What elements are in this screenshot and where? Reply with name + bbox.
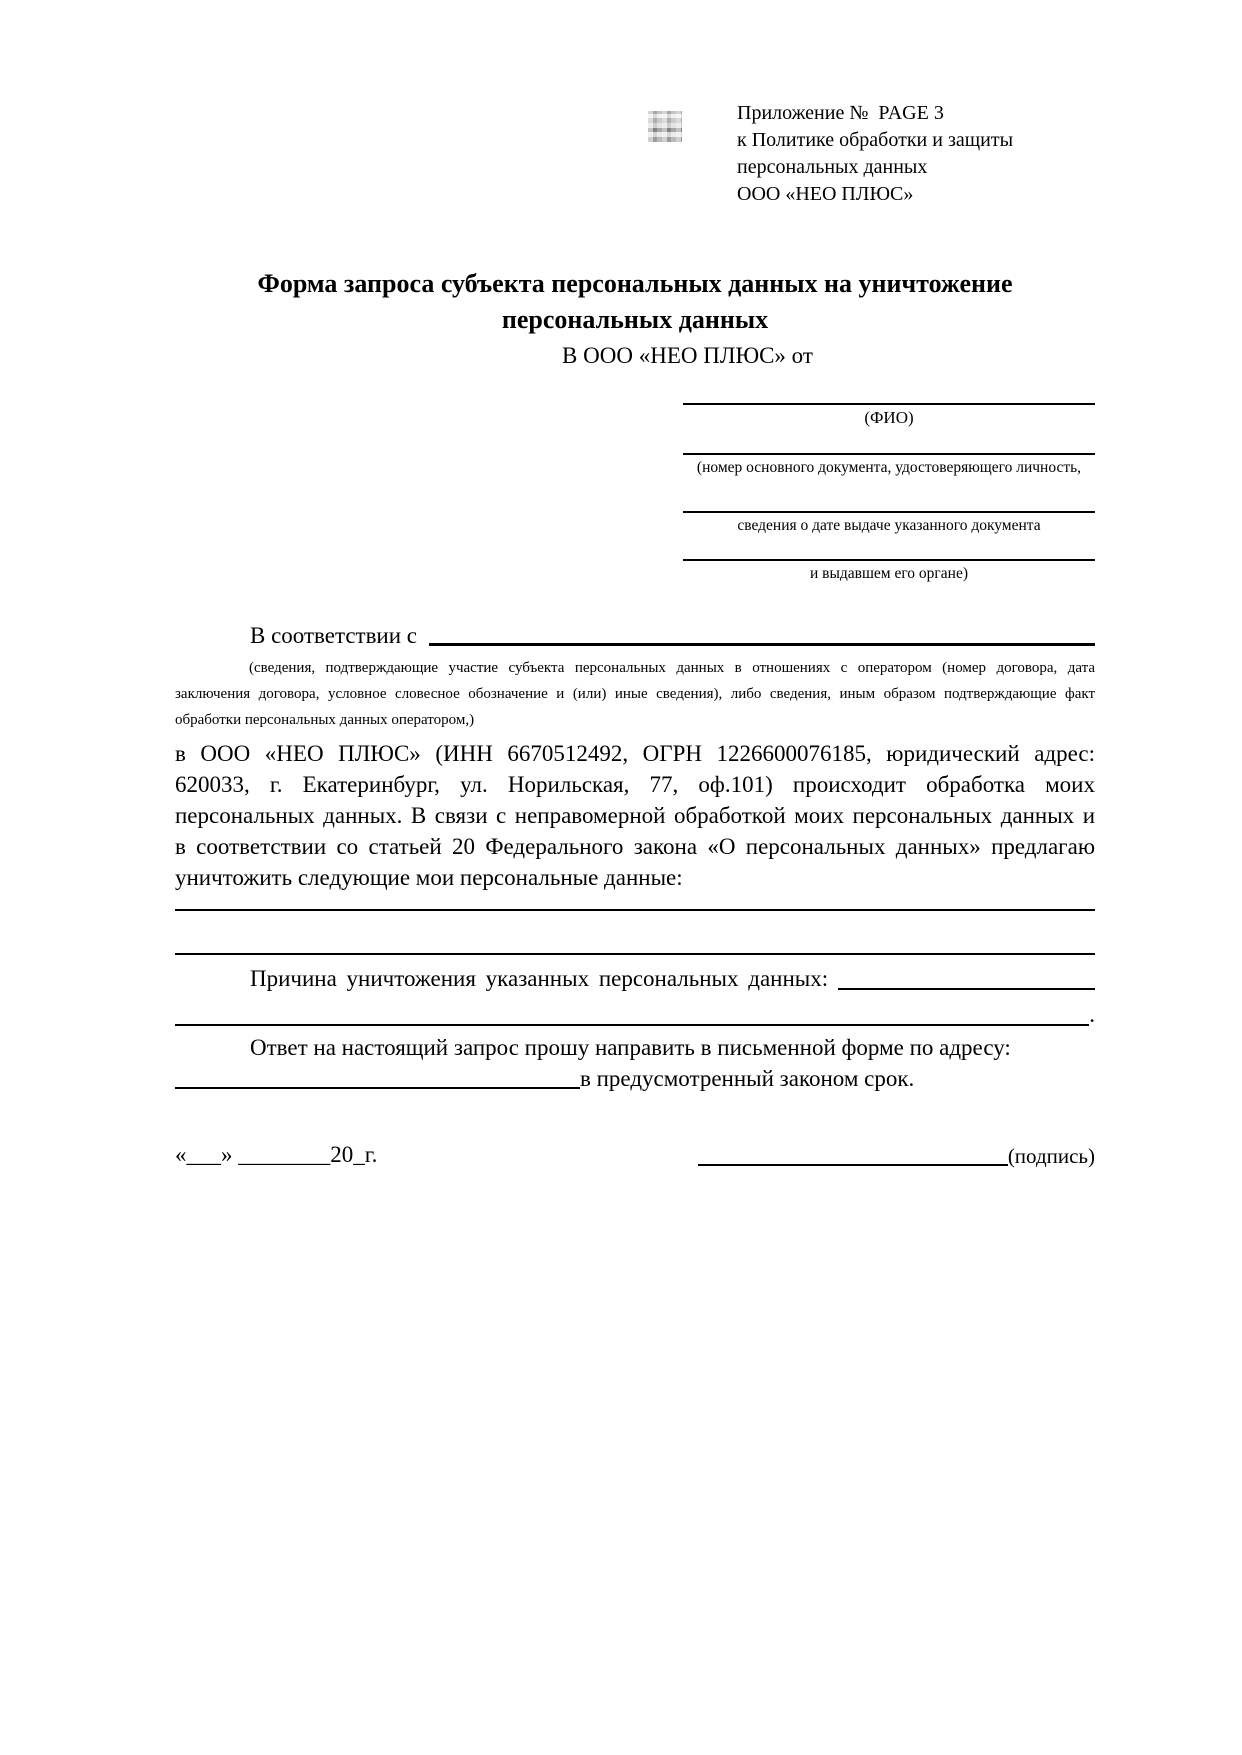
response-term-label: в предусмотренный законом срок. <box>580 1066 915 1091</box>
reason-continuation-line <box>175 1000 1089 1026</box>
body-line2: 620033, г. Екатеринбург, ул. Норильская, 77, оф.101) происходит обработка моих <box>175 772 1095 797</box>
body-line5: уничтожить следующие мои персональные данные: <box>175 865 683 890</box>
appendix-policy-line: к Политике обработки и защиты <box>737 129 1014 151</box>
signature-blank-line <box>698 1140 1008 1166</box>
reason-continuation-row <box>175 1000 1095 1030</box>
addressee-line: В ООО «НЕО ПЛЮС» от <box>562 343 813 368</box>
blank-caption-document-number: (номер основного документа, удостоверяющего личность, <box>696 459 1082 476</box>
fine-print-line3: обработки персональных данных оператором,) <box>175 712 475 728</box>
accordance-row <box>175 621 1095 651</box>
body-line4: в соответствии со статьей 20 Федерального закона «О персональных данных» предлагаю <box>175 834 1095 859</box>
document-title-line1: Форма запроса субъекта персональных данных на уничтожение <box>257 269 1013 298</box>
signature-group <box>698 1140 1095 1170</box>
blank-line-document-number <box>683 453 1095 455</box>
accordance-blank-line <box>429 621 1095 646</box>
footer-row <box>175 1140 1095 1170</box>
appendix-policy-line2: персональных данных <box>737 156 928 178</box>
signature-caption: (подпись) <box>1007 1144 1095 1168</box>
blank-line-issue-date <box>683 511 1095 513</box>
document-content <box>175 0 1095 1170</box>
data-blank-line2 <box>175 953 1095 955</box>
address-blank-line <box>175 1063 580 1089</box>
fine-print-line1: (сведения, подтверждающие участие субъекта персональных данных в отношениях с оператором (номер договора, дата <box>249 660 1095 676</box>
appendix-number-line: Приложение № PAGE 3 <box>737 102 944 124</box>
document-title-line2: персональных данных <box>501 305 769 334</box>
blank-line-fio <box>683 403 1095 405</box>
blank-caption-issuing-authority: и выдавшем его органе) <box>809 565 969 582</box>
response-address-row <box>175 1063 1095 1094</box>
blank-line-issuing-authority <box>683 559 1095 561</box>
reason-label: Причина уничтожения указанных персональных данных: <box>250 966 829 991</box>
fine-print-note <box>175 655 1095 733</box>
body-paragraph <box>175 738 1095 893</box>
fine-print-line2: заключения договора, условное словесное обозначение и (или) иные сведения), либо сведения, иным образом подтверждающие факт <box>175 686 1095 702</box>
data-blank-line1 <box>175 909 1095 911</box>
appendix-company-line: ООО «НЕО ПЛЮС» <box>737 183 914 205</box>
body-line1: в ООО «НЕО ПЛЮС» (ИНН 6670512492, ОГРН 1226600076185, юридический адрес: <box>175 741 1095 766</box>
accordance-label: В соответствии с <box>250 623 423 648</box>
response-request-line: Ответ на настоящий запрос прошу направить в письменной форме по адресу: <box>250 1035 1011 1060</box>
body-line3: персональных данных. В связи с неправомерной обработкой моих персональных данных и <box>175 803 1095 828</box>
reason-line-period: . <box>1089 1002 1095 1027</box>
reason-row <box>175 964 1095 994</box>
blank-caption-fio: (ФИО) <box>864 408 914 427</box>
date-blank: «___» ________20_г. <box>175 1142 378 1167</box>
blank-caption-issue-date: сведения о дате выдаче указанного документа <box>737 517 1041 534</box>
reason-blank-line <box>838 964 1095 990</box>
document-title <box>175 266 1095 338</box>
